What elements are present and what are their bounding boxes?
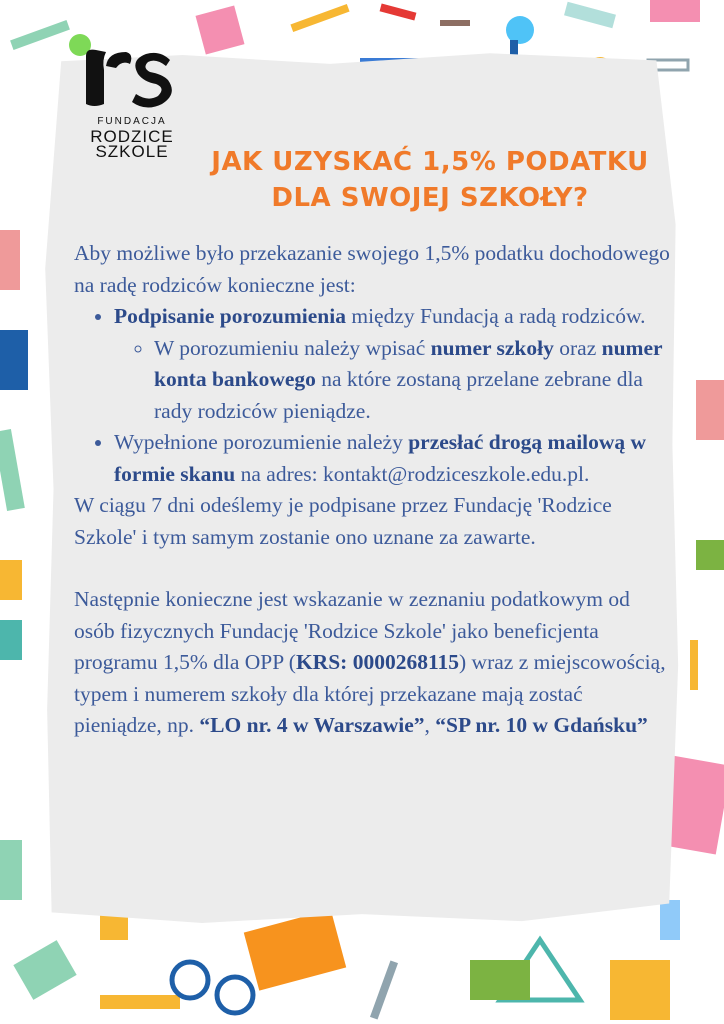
list-item-agreement <box>114 301 674 427</box>
agreement-text: między Fundacją a radą rodziców. <box>345 304 646 328</box>
bold-agreement: Podpisanie porozumienia <box>114 304 346 328</box>
sub-text-1: W porozumieniu należy wpisać <box>154 335 431 360</box>
logo-line-rodzice: RODZICE <box>90 127 174 146</box>
rs-logo-icon <box>82 46 178 110</box>
response-paragraph: W ciągu 7 dni odeślemy je podpisane przez Fundację 'Rodzice Szkole' i tym samym zostanie ono uznane za zawarte. <box>74 493 612 549</box>
list-item-send <box>114 427 674 490</box>
fundacja-logo <box>82 46 182 159</box>
logo-line-szkole: SZKOLE <box>95 142 169 161</box>
bold-school-number: numer szkoły <box>430 335 554 360</box>
tax-text-1: Następnie konieczne jest wskazanie w zeznaniu podatkowym od osób fizycznych Fundację 'Rodzice Szkole' jako beneficjenta programu 1,5% dla OPP ( <box>74 587 630 674</box>
intro-paragraph: Aby możliwe było przekazanie swojego 1,5% podatku dochodowego na radę rodziców konieczne jest: <box>74 241 670 297</box>
tax-text-2: ) wraz z miejscowością, typem i numerem szkoły dla której przekazane mają zostać pieniądze, np. <box>74 650 666 737</box>
bold-krs: KRS: 0000268115 <box>295 650 460 674</box>
tax-paragraph <box>74 584 674 742</box>
steps-list <box>74 301 674 490</box>
bold-bank-account: numer konta bankowego <box>154 335 663 391</box>
send-text-1: Wypełnione porozumienie należy <box>114 430 409 454</box>
list-item-agreement-details <box>154 333 674 428</box>
content-body <box>74 238 674 742</box>
bold-example-sp: “SP nr. 10 w Gdańsku” <box>435 713 648 737</box>
bold-example-lo: “LO nr. 4 w Warszawie” <box>199 713 425 737</box>
sub-text-2: oraz <box>553 335 602 360</box>
send-text-2: na adres: <box>235 461 318 486</box>
sub-text-3: na które zostaną przelane zebrane dla rady rodziców pieniądze. <box>154 367 643 423</box>
page-title: JAK UZYSKAĆ 1,5% PODATKU DLA SWOJEJ SZKOŁY? <box>211 147 649 213</box>
contact-email: kontakt@rodziceszkole.edu.pl. <box>323 461 590 486</box>
logo-line-fundacja: FUNDACJA <box>97 116 167 127</box>
bold-send-method: przesłać drogą mailową w formie skanu <box>114 430 647 486</box>
sub-list <box>114 333 674 428</box>
tax-text-3: , <box>424 713 436 737</box>
